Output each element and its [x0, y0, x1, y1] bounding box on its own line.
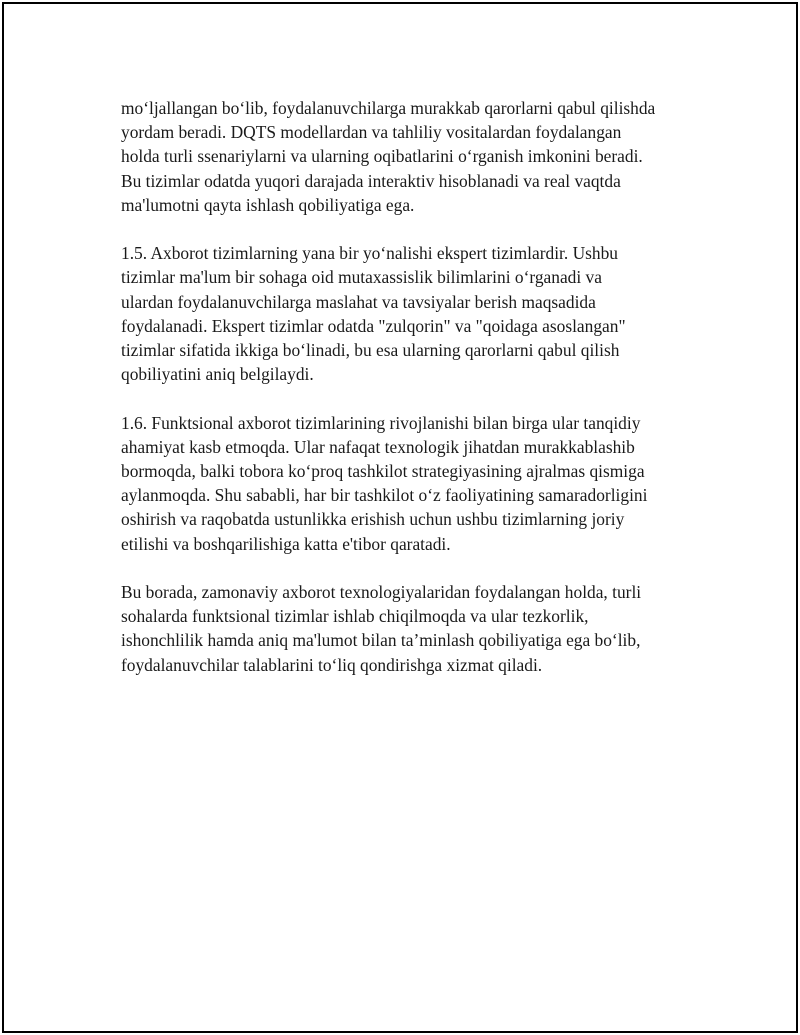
text-line: mo‘ljallangan bo‘lib, foydalanuvchilarga murakkab qarorlarni qabul qilishda [121, 98, 656, 118]
paragraph-2 [121, 241, 721, 386]
paragraph-4 [121, 580, 721, 677]
text-line: Bu borada, zamonaviy axborot texnologiyalaridan foydalangan holda, turli [121, 582, 642, 603]
text-line: bormoqda, balki tobora ko‘proq tashkilot strategiyasining ajralmas qismiga [121, 461, 645, 482]
text-line: ulardan foydalanuvchilarga maslahat va tavsiyalar berish maqsadida [121, 291, 596, 312]
text-line: aylanmoqda. Shu sababli, har bir tashkilot o‘z faoliyatining samaradorligini [121, 485, 648, 506]
document-page [2, 2, 798, 1033]
text-line: foydalanuvchilar talablarini to‘liq qondirishga xizmat qiladi. [121, 654, 543, 675]
text-line: sohalarda funktsional tizimlar ishlab chiqilmoqda va ular tezkorlik, [121, 606, 589, 627]
text-line: etilishi va boshqarilishiga katta e'tibor qaratadi. [121, 533, 451, 554]
text-line: ishonchlilik hamda aniq ma'lumot bilan ta’minlash qobiliyatiga ega bo‘lib, [121, 630, 641, 651]
text-line: 1.6. Funktsional axborot tizimlarining rivojlanishi bilan birga ular tanqidiy [121, 412, 641, 433]
text-line: Bu tizimlar odatda yuqori darajada interaktiv hisoblanadi va real vaqtda [121, 170, 621, 191]
paragraph-1 [121, 96, 721, 217]
text-line: tizimlar sifatida ikkiga bo‘linadi, bu esa ularning qarorlarni qabul qilish [121, 340, 620, 361]
document-body [121, 96, 721, 701]
text-line: foydalanadi. Ekspert tizimlar odatda "zulqorin" va "qoidaga asoslangan" [121, 315, 626, 336]
text-line: oshirish va raqobatda ustunlikka erishish uchun ushbu tizimlarning joriy [121, 509, 625, 530]
paragraph-3 [121, 411, 721, 556]
text-line: ma'lumotni qayta ishlash qobiliyatiga ega. [121, 194, 415, 215]
text-line: holda turli ssenariylarni va ularning oqibatlarini o‘rganish imkonini beradi. [121, 146, 643, 167]
text-line: ahamiyat kasb etmoqda. Ular nafaqat texnologik jihatdan murakkablashib [121, 436, 635, 457]
text-line: 1.5. Axborot tizimlarning yana bir yo‘nalishi ekspert tizimlardir. Ushbu [121, 243, 618, 264]
text-line: tizimlar ma'lum bir sohaga oid mutaxassislik bilimlarini o‘rganadi va [121, 267, 602, 288]
text-line: yordam beradi. DQTS modellardan va tahliliy vositalardan foydalangan [121, 122, 622, 143]
text-line: qobiliyatini aniq belgilaydi. [121, 364, 314, 385]
